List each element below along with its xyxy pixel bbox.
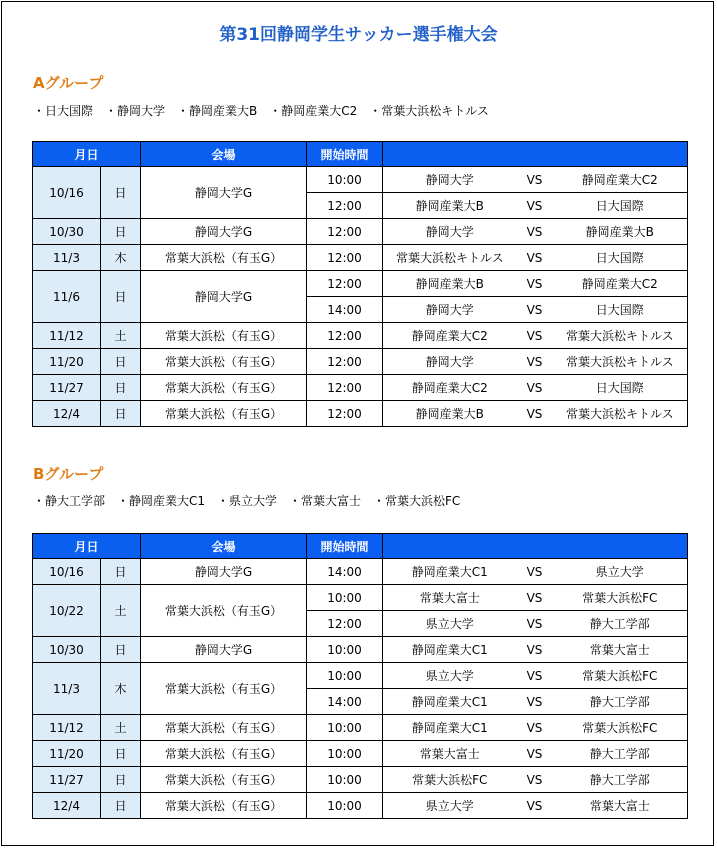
cell-weekday: 日: [101, 349, 141, 375]
cell-home-team: 県立大学: [383, 663, 517, 689]
cell-home-team: 常葉大浜松キトルス: [383, 245, 517, 271]
cell-home-team: 県立大学: [383, 611, 517, 637]
cell-time: 12:00: [307, 193, 383, 219]
cell-weekday: 日: [101, 271, 141, 323]
cell-date: 10/16: [33, 559, 101, 585]
cell-vs: VS: [517, 245, 553, 271]
cell-weekday: 日: [101, 219, 141, 245]
table-row: [33, 401, 688, 427]
cell-vs: VS: [517, 663, 553, 689]
cell-away-team: 静大工学部: [553, 741, 688, 767]
cell-weekday: 日: [101, 767, 141, 793]
cell-weekday: 日: [101, 167, 141, 219]
cell-away-team: 常葉大浜松FC: [553, 585, 688, 611]
table-row: [33, 167, 688, 193]
cell-away-team: 日大国際: [553, 297, 688, 323]
cell-venue: 常葉大浜松（有玉G）: [141, 349, 307, 375]
cell-time: 12:00: [307, 271, 383, 297]
cell-weekday: 日: [101, 793, 141, 819]
cell-venue: 常葉大浜松（有玉G）: [141, 375, 307, 401]
header-time: 開始時間: [307, 142, 383, 167]
cell-venue: 常葉大浜松（有玉G）: [141, 715, 307, 741]
cell-vs: VS: [517, 715, 553, 741]
cell-home-team: 静岡産業大C1: [383, 689, 517, 715]
cell-date: 11/20: [33, 741, 101, 767]
table-row: [33, 637, 688, 663]
header-venue: 会場: [141, 142, 307, 167]
cell-home-team: 静岡産業大C2: [383, 323, 517, 349]
cell-weekday: 土: [101, 715, 141, 741]
cell-vs: VS: [517, 689, 553, 715]
cell-home-team: 静岡産業大B: [383, 271, 517, 297]
header-venue: 会場: [141, 534, 307, 559]
cell-vs: VS: [517, 585, 553, 611]
cell-venue: 常葉大浜松（有玉G）: [141, 767, 307, 793]
cell-weekday: 日: [101, 375, 141, 401]
cell-weekday: 木: [101, 245, 141, 271]
cell-vs: VS: [517, 401, 553, 427]
page-title: 第31回静岡学生サッカー選手権大会: [219, 25, 498, 45]
cell-venue: 常葉大浜松（有玉G）: [141, 741, 307, 767]
cell-away-team: 静大工学部: [553, 767, 688, 793]
cell-date: 11/6: [33, 271, 101, 323]
group-b-title: Bグループ: [33, 465, 104, 483]
cell-vs: VS: [517, 271, 553, 297]
cell-weekday: 木: [101, 663, 141, 715]
cell-time: 14:00: [307, 297, 383, 323]
cell-away-team: 常葉大浜松キトルス: [553, 349, 688, 375]
cell-time: 10:00: [307, 715, 383, 741]
cell-date: 11/20: [33, 349, 101, 375]
cell-away-team: 常葉大浜松FC: [553, 715, 688, 741]
header-matchup: [383, 534, 688, 559]
cell-venue: 常葉大浜松（有玉G）: [141, 793, 307, 819]
cell-date: 10/22: [33, 585, 101, 637]
cell-time: 12:00: [307, 245, 383, 271]
cell-home-team: 県立大学: [383, 793, 517, 819]
cell-vs: VS: [517, 349, 553, 375]
cell-vs: VS: [517, 793, 553, 819]
cell-away-team: 常葉大浜松FC: [553, 663, 688, 689]
cell-vs: VS: [517, 375, 553, 401]
cell-away-team: 常葉大浜松キトルス: [553, 401, 688, 427]
cell-away-team: 常葉大浜松キトルス: [553, 323, 688, 349]
cell-venue: 常葉大浜松（有玉G）: [141, 323, 307, 349]
cell-date: 10/16: [33, 167, 101, 219]
cell-time: 10:00: [307, 585, 383, 611]
cell-weekday: 日: [101, 637, 141, 663]
table-row: [33, 663, 688, 689]
cell-venue: 静岡大学G: [141, 637, 307, 663]
cell-away-team: 県立大学: [553, 559, 688, 585]
cell-away-team: 常葉大富士: [553, 793, 688, 819]
cell-date: 10/30: [33, 219, 101, 245]
header-time: 開始時間: [307, 534, 383, 559]
table-header-row: [33, 142, 688, 167]
group-a-schedule-table: [32, 141, 688, 427]
table-row: [33, 375, 688, 401]
cell-weekday: 日: [101, 559, 141, 585]
cell-venue: 常葉大浜松（有玉G）: [141, 245, 307, 271]
cell-vs: VS: [517, 167, 553, 193]
cell-date: 11/12: [33, 715, 101, 741]
cell-venue: 常葉大浜松（有玉G）: [141, 401, 307, 427]
table-row: [33, 245, 688, 271]
cell-weekday: 日: [101, 741, 141, 767]
table-row: [33, 793, 688, 819]
cell-vs: VS: [517, 219, 553, 245]
cell-venue: 静岡大学G: [141, 559, 307, 585]
cell-home-team: 常葉大富士: [383, 741, 517, 767]
cell-away-team: 日大国際: [553, 193, 688, 219]
cell-vs: VS: [517, 741, 553, 767]
group-a-title: Aグループ: [33, 74, 104, 92]
cell-vs: VS: [517, 637, 553, 663]
table-row: [33, 271, 688, 297]
cell-home-team: 静岡大学: [383, 349, 517, 375]
cell-date: 12/4: [33, 401, 101, 427]
cell-time: 14:00: [307, 559, 383, 585]
cell-date: 11/12: [33, 323, 101, 349]
cell-weekday: 日: [101, 401, 141, 427]
header-date: 月日: [33, 142, 141, 167]
cell-date: 12/4: [33, 793, 101, 819]
cell-time: 12:00: [307, 375, 383, 401]
cell-home-team: 静岡産業大C2: [383, 375, 517, 401]
cell-weekday: 土: [101, 585, 141, 637]
cell-date: 11/27: [33, 375, 101, 401]
table-row: [33, 585, 688, 611]
header-matchup: [383, 142, 688, 167]
cell-time: 10:00: [307, 767, 383, 793]
cell-time: 10:00: [307, 793, 383, 819]
table-header-row: [33, 534, 688, 559]
cell-vs: VS: [517, 297, 553, 323]
table-row: [33, 219, 688, 245]
cell-venue: 静岡大学G: [141, 271, 307, 323]
cell-away-team: 日大国際: [553, 375, 688, 401]
cell-away-team: 日大国際: [553, 245, 688, 271]
cell-date: 11/3: [33, 245, 101, 271]
cell-home-team: 常葉大浜松FC: [383, 767, 517, 793]
cell-away-team: 静岡産業大C2: [553, 167, 688, 193]
cell-time: 12:00: [307, 401, 383, 427]
cell-away-team: 静大工学部: [553, 611, 688, 637]
cell-date: 11/3: [33, 663, 101, 715]
cell-away-team: 常葉大富士: [553, 637, 688, 663]
table-row: [33, 559, 688, 585]
cell-time: 12:00: [307, 323, 383, 349]
cell-date: 10/30: [33, 637, 101, 663]
cell-home-team: 静岡産業大C1: [383, 559, 517, 585]
table-row: [33, 715, 688, 741]
table-row: [33, 349, 688, 375]
cell-away-team: 静大工学部: [553, 689, 688, 715]
cell-home-team: 静岡産業大B: [383, 193, 517, 219]
group-a-teams: ・日大国際 ・静岡大学 ・静岡産業大B ・静岡産業大C2 ・常葉大浜松キトルス: [33, 104, 489, 118]
cell-home-team: 静岡大学: [383, 167, 517, 193]
cell-time: 10:00: [307, 167, 383, 193]
cell-home-team: 静岡大学: [383, 219, 517, 245]
cell-home-team: 静岡産業大C1: [383, 715, 517, 741]
cell-away-team: 静岡産業大C2: [553, 271, 688, 297]
cell-home-team: 静岡大学: [383, 297, 517, 323]
table-row: [33, 767, 688, 793]
header-date: 月日: [33, 534, 141, 559]
cell-venue: 静岡大学G: [141, 219, 307, 245]
cell-date: 11/27: [33, 767, 101, 793]
cell-vs: VS: [517, 559, 553, 585]
cell-vs: VS: [517, 611, 553, 637]
cell-vs: VS: [517, 767, 553, 793]
cell-vs: VS: [517, 193, 553, 219]
cell-time: 10:00: [307, 741, 383, 767]
cell-venue: 静岡大学G: [141, 167, 307, 219]
table-row: [33, 323, 688, 349]
cell-time: 12:00: [307, 349, 383, 375]
cell-time: 10:00: [307, 663, 383, 689]
cell-home-team: 静岡産業大C1: [383, 637, 517, 663]
cell-venue: 常葉大浜松（有玉G）: [141, 663, 307, 715]
cell-time: 12:00: [307, 219, 383, 245]
cell-away-team: 静岡産業大B: [553, 219, 688, 245]
cell-time: 10:00: [307, 637, 383, 663]
cell-time: 14:00: [307, 689, 383, 715]
cell-time: 12:00: [307, 611, 383, 637]
cell-home-team: 常葉大富士: [383, 585, 517, 611]
table-row: [33, 741, 688, 767]
cell-venue: 常葉大浜松（有玉G）: [141, 585, 307, 637]
group-b-schedule-table: [32, 533, 688, 819]
cell-vs: VS: [517, 323, 553, 349]
cell-home-team: 静岡産業大B: [383, 401, 517, 427]
group-b-teams: ・静大工学部 ・静岡産業大C1 ・県立大学 ・常葉大富士 ・常葉大浜松FC: [33, 494, 461, 508]
cell-weekday: 土: [101, 323, 141, 349]
